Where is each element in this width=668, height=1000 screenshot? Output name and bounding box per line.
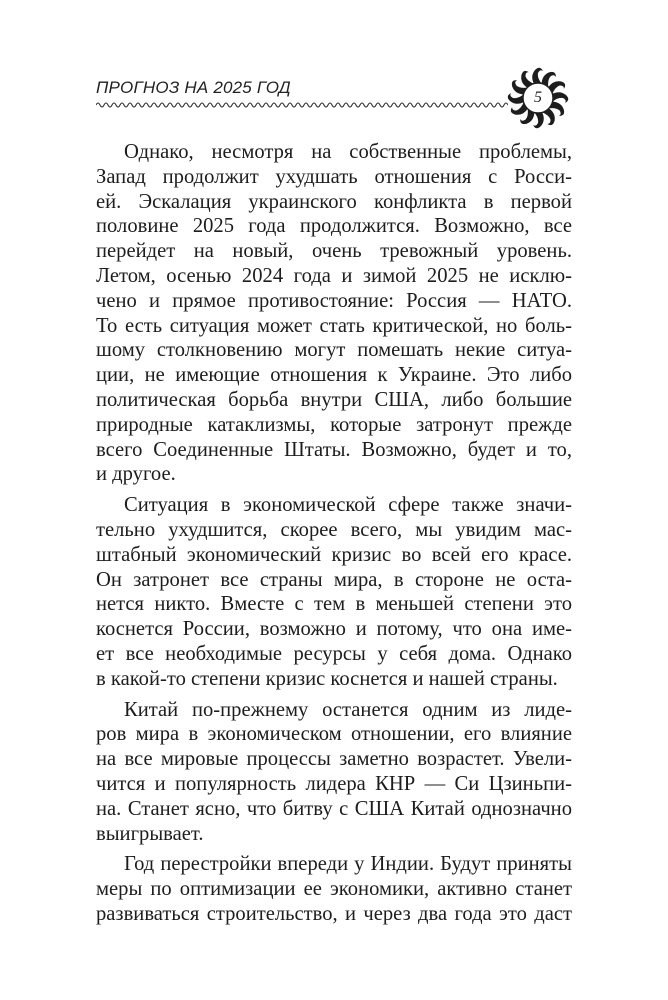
text-line: всего Соединенные Штаты. Возможно, будет и то, (96, 438, 572, 461)
page-number: 5 (534, 89, 542, 106)
text-line: в какой-то степени кризис коснется и нашей страны. (96, 667, 558, 690)
paragraph-1 (96, 140, 572, 487)
body-text (96, 140, 572, 933)
text-line: перейдет на новый, очень тревожный уровень. (96, 240, 572, 263)
text-line: чится и популярность лидера КНР — Си Цзиньпи- (96, 772, 572, 795)
text-line: Год перестройки впереди у Индии. Будут приняты (124, 853, 572, 876)
text-line: Ситуация в экономической сфере также значи- (124, 494, 572, 517)
text-line: развиваться строительство, и через два года это даст (96, 902, 572, 925)
text-line: Запад продолжит ухудшать отношения с Росси- (96, 165, 572, 188)
text-line: ей. Эскалация украинского конфликта в первой (96, 190, 572, 213)
text-line: нется никто. Вместе с тем в меньшей степени это (96, 593, 572, 616)
text-line: политическая борьба внутри США, либо большие (96, 388, 572, 411)
text-line: ет все необходимые ресурсы у себя дома. Однако (96, 642, 572, 665)
sun-ray (533, 112, 544, 128)
text-line: половине 2025 года продолжится. Возможно, все (96, 215, 572, 238)
text-line: выигрывает. (96, 822, 204, 845)
text-line: шому столкновению могут помешать некие ситуа- (96, 339, 572, 362)
text-line: Летом, осенью 2024 года и зимой 2025 не исклю- (96, 264, 572, 287)
text-line: тельно ухудшится, скорее всего, мы увидим мас- (96, 518, 572, 541)
text-line: и другое. (96, 463, 176, 486)
text-line: коснется России, возможно и потому, что она име- (96, 618, 572, 641)
paragraph-3 (96, 698, 572, 847)
text-line: То есть ситуация может стать критической, но боль- (96, 314, 572, 337)
page-header (96, 78, 572, 126)
text-line: штабный экономический кризис во всей его красе. (96, 543, 572, 566)
text-line: Китай по-прежнему останется одним из лиде- (124, 698, 572, 721)
wavy-rule-divider (96, 100, 508, 110)
text-line: Он затронет все страны мира, в стороне не оста- (96, 568, 572, 591)
text-line: природные катаклизмы, которые затронут прежде (96, 413, 572, 436)
text-line: чено и прямое противостояние: Россия — НАТО. (96, 289, 572, 312)
paragraph-4 (96, 852, 572, 926)
paragraph-2 (96, 493, 572, 691)
text-line: ции, не имеющие отношения к Украине. Это либо (96, 364, 572, 387)
text-line: на. Станет ясно, что битву с США Китай однозначно (96, 797, 572, 820)
text-line: ров мира в экономическом отношении, его влияние (96, 723, 572, 746)
text-line: на все мировые процессы заметно возрастет. Увели- (96, 748, 572, 771)
text-line: меры по оптимизации ее экономики, активно станет (96, 878, 572, 901)
text-line: Однако, несмотря на собственные проблемы, (124, 141, 572, 163)
running-head: ПРОГНОЗ НА 2025 ГОД (96, 78, 291, 97)
